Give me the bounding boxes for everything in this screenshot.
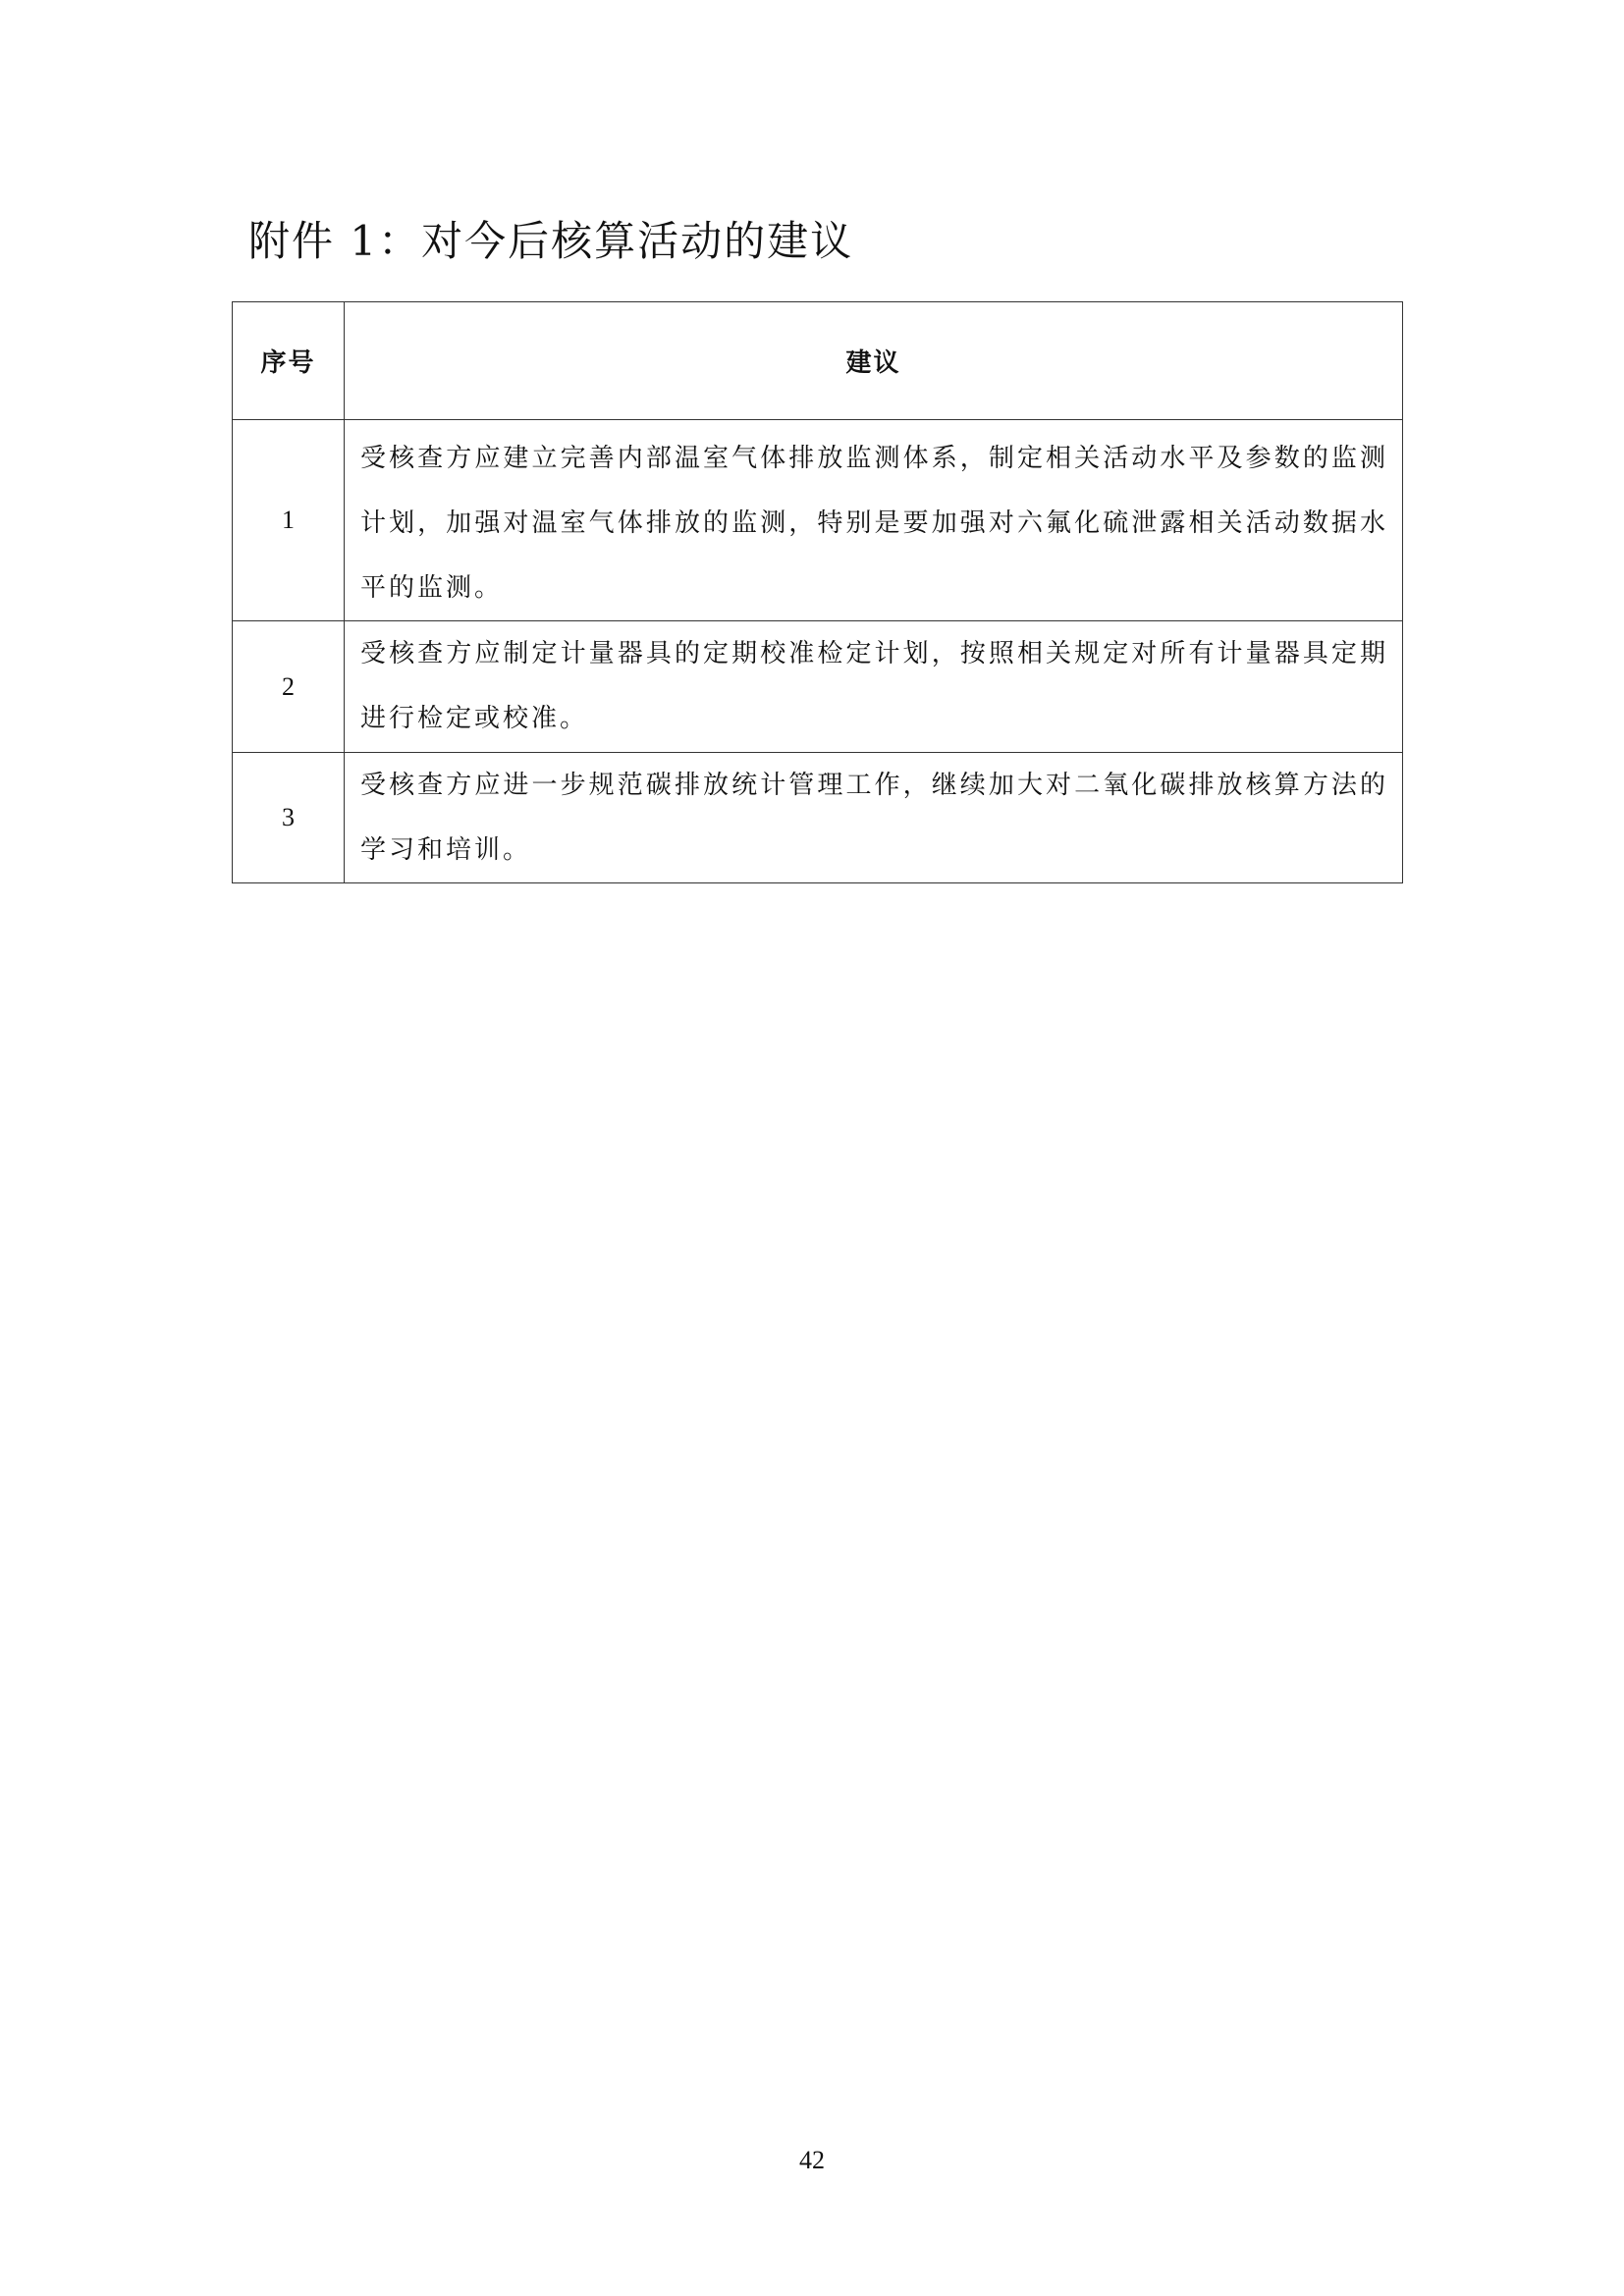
page-number: 42 xyxy=(799,2146,825,2174)
row-number: 3 xyxy=(233,753,345,883)
row-suggestion-text: 受核查方应建立完善内部温室气体排放监测体系，制定相关活动水平及参数的监测计划，加强对温室气体排放的监测，特别是要加强对六氟化硫泄露相关活动数据水平的监测。 xyxy=(345,420,1403,621)
header-suggestion: 建议 xyxy=(345,302,1403,420)
row-number: 2 xyxy=(233,621,345,753)
row-suggestion-text: 受核查方应进一步规范碳排放统计管理工作，继续加大对二氧化碳排放核算方法的学习和培训。 xyxy=(345,753,1403,883)
row-number: 1 xyxy=(233,420,345,621)
table-header-row xyxy=(233,302,1403,420)
suggestions-table xyxy=(232,301,1403,883)
page-title: 附件 1：对今后核算活动的建议 xyxy=(248,217,854,265)
header-number: 序号 xyxy=(233,302,345,420)
table-row xyxy=(233,753,1403,883)
table-row xyxy=(233,621,1403,753)
row-suggestion-text: 受核查方应制定计量器具的定期校准检定计划，按照相关规定对所有计量器具定期进行检定或校准。 xyxy=(345,621,1403,753)
table-row xyxy=(233,420,1403,621)
